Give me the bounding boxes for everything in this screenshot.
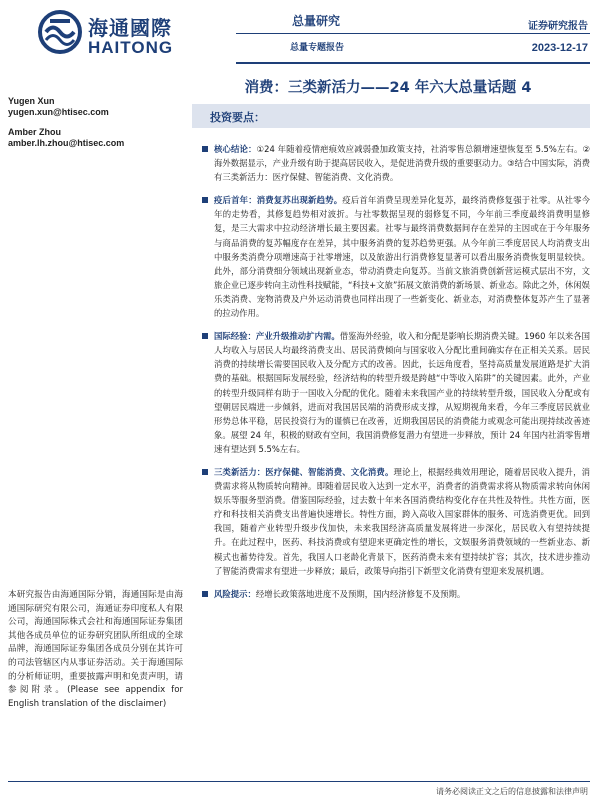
brand-name-en: HAITONG [88,38,174,57]
brand-name-cn: 海通國際 [88,16,172,40]
list-item [192,587,590,601]
report-subcategory: 总量专题报告 [289,43,344,53]
bullet-text: 理论上，根据经典效用理论，随着居民收入提升，消费需求将从物质转向精神。即随着居民收入达到一定水平，消费者的消费需求将从物质需求转向休闲娱乐等服务型消费。借鉴国际经验，过去数十年来各国消费结构变化存在共性及特性。共性方面，医疗和科技相关消费支出普遍快速增长。特性方面，跨入高收入国家群体的服务、可选消费更优。回到我国，随着产业转型升级步伐加快，未来我国经济高质量发展将进一步深化，居民收入有望持续提升。在此过程中，医药、科技消费或有望迎来更确定性的增长，文娱服务消费领域的一些新业态、新模式也蓄势待发。首先，我国人口老龄化背景下，医药消费未来有望持续扩容；其次，技术进步推动了智能消费需求有望进一步释放；最后，政策导向指引下新型文化消费有望迎来发展机遇。 [214,466,591,576]
author-entry [8,127,183,149]
square-bullet-icon [202,591,208,597]
bullet-text: 经增长政策落地进度不及预期，国内经济修复不及预期。 [255,588,466,599]
investment-points-heading: 投资要点： [210,111,265,124]
footer-notice: 请务必阅读正文之后的信息披露和法律声明 [436,787,588,796]
haitong-logo [38,8,208,58]
square-bullet-icon [202,146,208,152]
list-item [192,142,590,184]
square-bullet-icon [202,469,208,475]
bullet-text: 借鉴海外经验，收入和分配是影响长期消费关键。1960 年以来各国人均收入与居民人均最终消费支出、居民消费倾向与国家收入分配比重间确实存在正相关关系。居民消费的持续增长需要国民收入及分配方式的改善。因此，长远角度看，坚持高质量发展道路是扩大消费的基础。根据国际发展经验，经济结构的转型升级是跨越“中等收入陷阱”的关键因素。此外，产业的转型升级同样有助于一国收入分配的优化。随着未来我国产业的持续转型升级，国民收入分配或有望朝居民端进一步倾斜，进而对我国居民端的消费形成支撑，从短期视角来看，今年三季度居民就业形势总体平稳，居民投资行为的谨慎已在改善，近期我国居民的消费能力或观念可能出现持续改善迹象。展望 24 年，积极的财政有空间，我国消费修复潜力有望进一步释放，预计 24 年国内社消零售增速有望达到 5.5%左右。 [214,331,590,454]
distribution-disclaimer: 本研究报告由海通国际分销，海通国际是由海通国际研究有限公司，海通证券印度私人有限公司，海通国际株式会社和海通国际证券集团其他各成员单位的证券研究团队所组成的全球品牌，海通国际证券集团各成员分别在其许可的司法管辖区内从事证券活动。关于海通国际的分析师证明，重要披露声明和免责声明，请参阅附录。(Please see appendix for English translation of the disclaimer) [8,590,183,709]
bullet-lead: 疫后首年：消费复苏出现新趋势。 [214,195,343,206]
list-item [192,465,590,578]
author-name: Yugen Xun [8,96,55,106]
bullet-lead: 核心结论： [214,144,257,154]
bullet-lead: 风险提示： [214,588,256,599]
author-email[interactable]: amber.lh.zhou@htisec.com [8,138,125,148]
bullet-lead: 三类新活力：医疗保健、智能消费、文化消费。 [214,466,394,477]
report-date: 2023-12-17 [531,42,588,54]
list-item [192,329,590,456]
author-name: Amber Zhou [8,127,61,137]
list-item [192,193,590,320]
bullet-lead: 国际经验：产业升级推动扩内需。 [214,331,340,342]
header-rule-bottom [236,62,590,64]
report-category: 总量研究 [291,14,340,28]
investment-points-list [192,142,590,610]
author-list [8,96,183,158]
square-bullet-icon [202,333,208,339]
square-bullet-icon [202,197,208,203]
bullet-text: 疫后首年消费呈现差异化复苏，最终消费修复强于社零。从社零今年的走势看，其修复趋势相对波折。与社零数据呈现的弱修复不同，今年前三季度最终消费明显修复，是三大需求中拉动经济增长最主要因素。社零与最终消费数据间存在差异的主因或在于今年服务与商品消费的复苏幅度存在差异，其中服务消费的复苏趋势更强。从今年前三季度居民人均消费支出中服务类消费分项增速高于社零增速，以及旅游出行消费修复显著可以看出服务消费恢复明显较快。此外，部分消费细分领域出现新业态，带动消费走向复苏。当前文旅消费创新营运模式层出不穷，文旅企业已逐步转向主动性科技赋能，“科技+文旅”拓展文旅消费的新场景、新业态。除此之外，休闲娱乐类消费、宠物消费及户外运动消费也同样出现了一些新变化、新业态，对消费整体复苏产生了显著的拉动作用。 [214,195,591,319]
report-type: 证券研究报告 [528,21,588,32]
author-email[interactable]: yugen.xun@htisec.com [8,107,109,117]
author-entry [8,96,183,118]
bullet-text: ①24 年随着疫情疤痕效应减弱叠加政策支持，社消零售总额增速望恢复至 5.5%左右。②海外数据显示，产业升级有助于提高居民收入，是促进消费升级的重要驱动力。③结合中国实际，消费有三类新活力：医疗保健、智能消费、文化消费。 [214,144,591,183]
header-rule [236,33,590,34]
footer-rule [8,781,590,782]
haitong-emblem-icon [38,10,82,54]
report-title: 消费：三类新活力——24 年六大总量话题 4 [244,80,532,96]
